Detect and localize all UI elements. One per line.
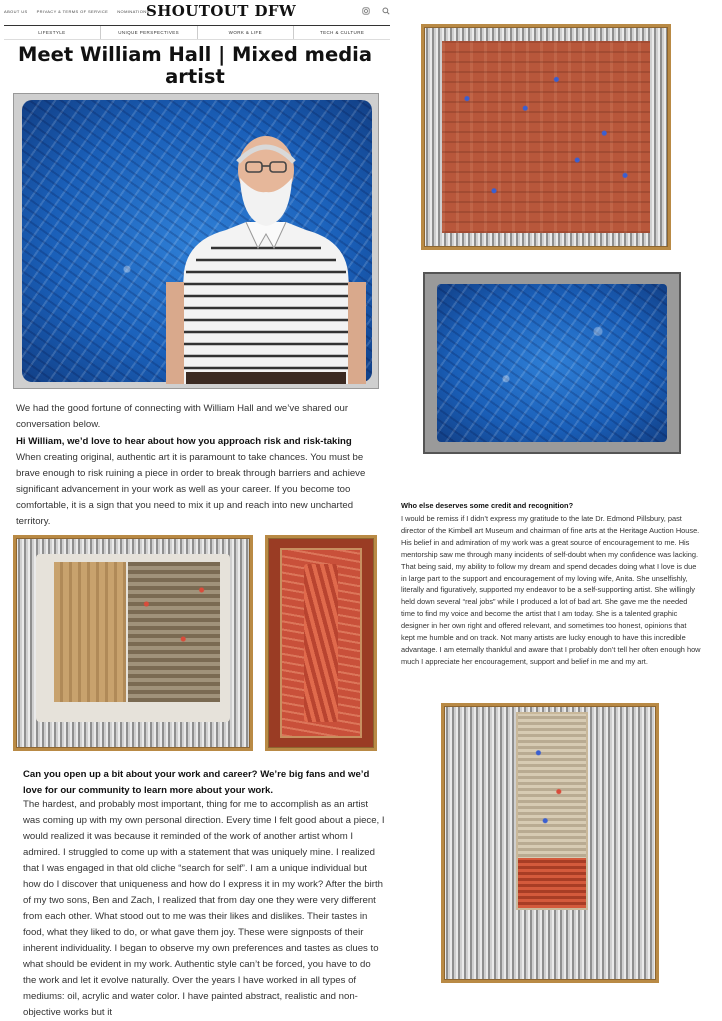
red-relief-panel xyxy=(280,548,362,738)
question-career: Can you open up a bit about your work and career? We’re big fans and we’d love for our community to learn more about your work. xyxy=(23,769,370,796)
answer-risk: When creating original, authentic art it is paramount to take chances. You must be brave enough to risk ruining a piece in order to break through barriers and achieve significant advancement in your work as well as your career. If you become too comfortable, it is a sign that you need to mix it up and reach into new uncharted territory. xyxy=(16,452,366,527)
artwork-terracotta-relief xyxy=(421,24,671,250)
vertical-strip-panel xyxy=(516,712,588,910)
question-credit: Who else deserves some credit and recognition? xyxy=(401,501,574,510)
collage-textured-section xyxy=(128,562,220,702)
answer-career: The hardest, and probably most important, thing for me to accomplish as an artist was coming up with my own personal direction. Every time I felt good about a piece, I would realized it was because it reminded of the work of another artist whom I admired. I struggled to come up with a statement that was uniquely mine. I realized that I was engaged in that old cliche “search for self”. I am a unique individual but how do I discover that uniqueness and how do I express it in my work? After the birth of my two sons, Ben and Zach, I realized that from day one they were very different from each other. What stood out to me was their likes and dislikes. Their tastes in food, what they liked to do, or what gave them joy. These were signposts of their inherent individuality. I began to observe my own preferences and tastes as clues to what should be evident in my work. Authentic style can’t be forced, you have to do the work and let it evolve naturally. Over the years I have worked in all types of mediums: oil, acrylic and water color. I have painted abstract, realistic and non-objective works but it xyxy=(23,799,385,1018)
red-relief-core xyxy=(304,564,338,722)
instagram-icon[interactable] xyxy=(362,7,370,15)
top-link-about[interactable]: ABOUT US xyxy=(4,9,28,14)
nav-item-unique-perspectives[interactable]: UNIQUE PERSPECTIVES xyxy=(101,26,198,39)
main-nav xyxy=(4,25,390,40)
site-header xyxy=(4,2,390,22)
artwork-blue-relief xyxy=(423,272,681,454)
question-risk: Hi William, we’d love to hear about how you approach risk and risk-taking xyxy=(16,436,352,447)
site-logo[interactable]: SHOUTOUT DFW xyxy=(146,2,297,20)
artwork-vertical-strip xyxy=(441,703,659,983)
collage-cardboard-section xyxy=(54,562,126,702)
header-icons xyxy=(362,7,390,15)
artwork-mixed-media-collage xyxy=(13,535,253,751)
nav-item-tech-culture[interactable]: TECH & CULTURE xyxy=(319,30,365,35)
top-links xyxy=(4,9,150,14)
terracotta-blue-dots xyxy=(442,41,650,233)
article-title: Meet William Hall | Mixed media artist xyxy=(17,43,372,88)
top-link-nominations[interactable]: NOMINATIONS xyxy=(117,9,150,14)
collage-panel xyxy=(36,554,230,722)
intro-paragraph: We had the good fortune of connecting with William Hall and we’ve shared our conversation below. xyxy=(16,403,349,430)
artist-figure xyxy=(166,122,366,384)
artist-photo xyxy=(13,93,379,389)
nav-item-work-life[interactable]: WORK & LIFE xyxy=(198,26,295,39)
search-icon[interactable] xyxy=(382,7,390,15)
blue-relief-panel xyxy=(437,284,667,442)
nav-item-lifestyle[interactable]: LIFESTYLE xyxy=(4,26,101,39)
top-link-privacy[interactable]: PRIVACY & TERMS OF SERVICE xyxy=(36,9,109,14)
artwork-red-relief xyxy=(265,535,377,751)
answer-credit: I would be remiss if I didn’t express my gratitude to the late Dr. Edmond Pillsbury, past director of the Kimbell art Museum and chairman of fine arts at the Heritage Auction House. His belief in and admiration of my work was a great source of encouragement to me. His mentorship saw me through many incidents of self-doubt when my confidence was lacking. That being said, my ability to follow my dream and spend decades doing what I love is due in large part to the support and encouragement of my loving wife, Anita. She unselfishly, literally and figuratively, supported my endeavor to be a self-supporting artist. She willingly held down several “real jobs” while I produced a lot of bad art. She gave me the needed time to find my voice and become the artist that I am today. She is a talented graphic designer in her own right and offered relevant, and sometimes too honest, opinions that kept me humble and on track. Not many artists are lucky enough to have this incredible advantage. I am eternally thankful and aware that I probably don’t tell her often enough how much I appreciate her encouragement, support and belief in me and my art. xyxy=(401,514,701,666)
vertical-strip-red-section xyxy=(518,858,586,908)
